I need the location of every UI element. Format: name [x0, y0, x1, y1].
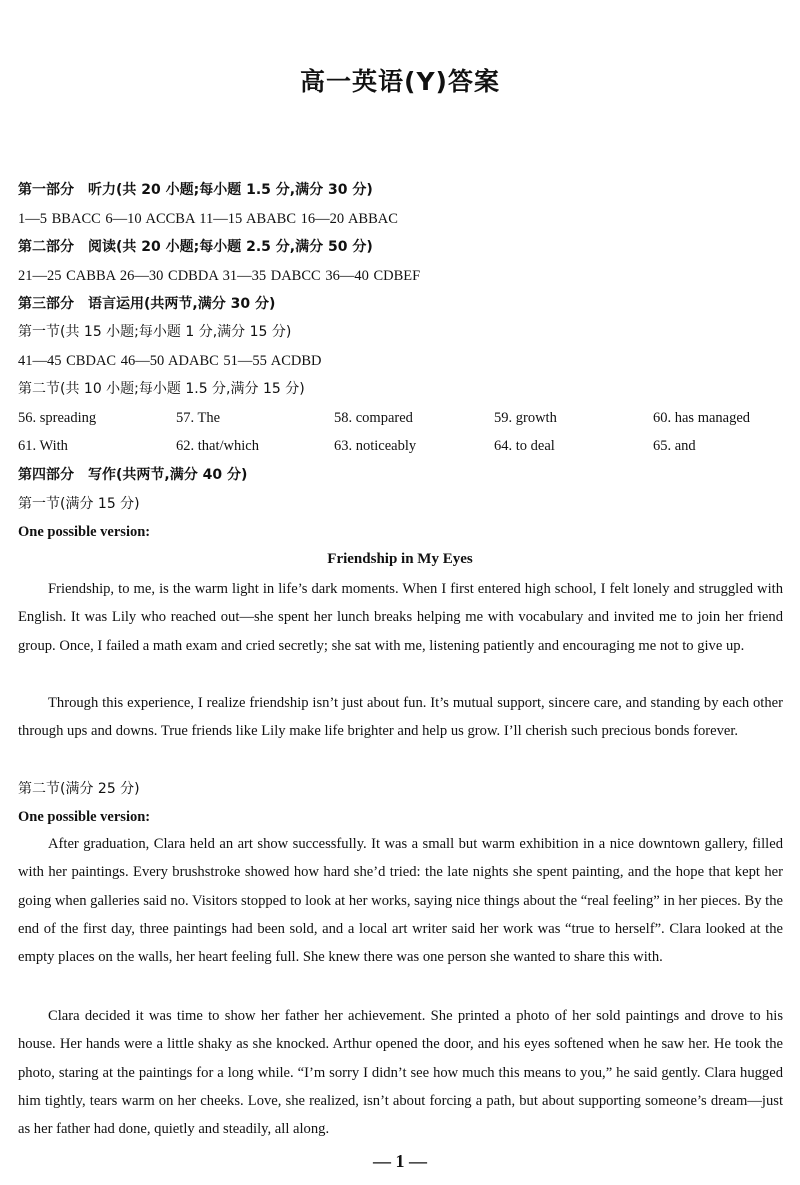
part1-answers: 1—5 BBACC 6—10 ACCBA 11—15 ABABC 16—20 ABBAC	[18, 211, 398, 227]
part1-header	[18, 180, 373, 200]
version-label: One possible version:	[18, 809, 151, 825]
part3-section: 语言运用(共两节,满分 30 分)	[88, 296, 276, 312]
part2-answers: 21—25 CABBA 26—30 CDBDA 31—35 DABCC 36—40 CDBEF	[18, 268, 421, 284]
part3-sub1: 第一节(共 15 小题;每小题 1 分,满分 15 分)	[18, 324, 292, 340]
part3-heading: 第三部分	[18, 296, 74, 312]
part3-answers1: 41—45 CBDAC 46—50 ADABC 51—55 ACDBD	[18, 353, 322, 369]
fill-in-answer: 60. has managed	[653, 410, 751, 426]
part1-heading: 第一部分	[18, 182, 74, 198]
part2-header	[18, 237, 373, 257]
fill-in-answer: 57. The	[176, 410, 221, 426]
essay1-paragraph: Friendship, to me, is the warm light in life’s dark moments. When I first entered high school, I felt lonely and struggled with English. It was Lily who reached out—she spent her lunch breaks helping me with vocabulary and invited me to join her friend group. Once, I failed a math exam and cried secretly; she sat with me, listening patiently and encouraging me not to give up.	[18, 581, 783, 654]
fill-in-answer: 56. spreading	[18, 410, 97, 426]
fill-in-answer: 64. to deal	[494, 438, 555, 454]
part4-heading: 第四部分	[18, 467, 74, 483]
essay2-paragraph: Clara decided it was time to show her father her achievement. She printed a photo of her sold paintings and drove to his house. Her hands were a little shaky as she knocked. Arthur opened the door, and his eyes softened when he saw her. He took the photo, staring at the paintings for a long while. “I’m sorry I didn’t see how much this means to you,” he said gently. Clara hugged him tightly, tears warm on her cheeks. Love, she realized, isn’t about forcing a path, but about supporting someone’s dream—just as her father had done, quietly and steadily, all along.	[18, 1008, 783, 1138]
fill-in-answer: 59. growth	[494, 410, 557, 426]
part4-section: 写作(共两节,满分 40 分)	[88, 467, 248, 483]
fill-in-answer: 61. With	[18, 438, 68, 454]
part1-section: 听力(共 20 小题;每小题 1.5 分,满分 30 分)	[88, 182, 373, 198]
part2-section: 阅读(共 20 小题;每小题 2.5 分,满分 50 分)	[88, 239, 373, 255]
fill-in-answers	[18, 408, 783, 458]
essay-title: Friendship in My Eyes	[327, 551, 473, 567]
part3-header	[18, 294, 275, 314]
fill-in-answer: 63. noticeably	[334, 438, 417, 454]
part4-sub2: 第二节(满分 25 分)	[18, 781, 140, 797]
part2-heading: 第二部分	[18, 239, 74, 255]
fill-in-answer: 58. compared	[334, 410, 413, 426]
part4-header	[18, 465, 247, 485]
part4-sub1: 第一节(满分 15 分)	[18, 496, 140, 512]
version-label: One possible version:	[18, 524, 151, 540]
essay2-paragraph: After graduation, Clara held an art show successfully. It was a small but warm exhibition in a nice downtown gallery, filled with her paintings. Every brushstroke showed how hard she’d tried: the late nights she spent painting, and the hope that kept her going when galleries said no. Visitors stopped to look at her works, saying nice things about the “real feeling” in her pieces. By the end of the first day, three paintings had been sold, and a local art writer said her work was “true to herself”. Clara looked at the empty places on the walls, her heart feeling full. She knew there was one person she wanted to share this with.	[18, 836, 783, 966]
fill-in-answer: 62. that/which	[176, 438, 259, 454]
page-title: 高一英语(Y)答案	[300, 67, 500, 96]
part3-sub2: 第二节(共 10 小题;每小题 1.5 分,满分 15 分)	[18, 381, 305, 397]
page-number: — 1 —	[373, 1151, 427, 1171]
essay1-paragraph: Through this experience, I realize friendship isn’t just about fun. It’s mutual support, sincere care, and standing by each other through ups and downs. True friends like Lily make life brighter and help us grow. I’ll cherish such precious bonds forever.	[18, 695, 783, 740]
fill-in-answer: 65. and	[653, 438, 696, 454]
